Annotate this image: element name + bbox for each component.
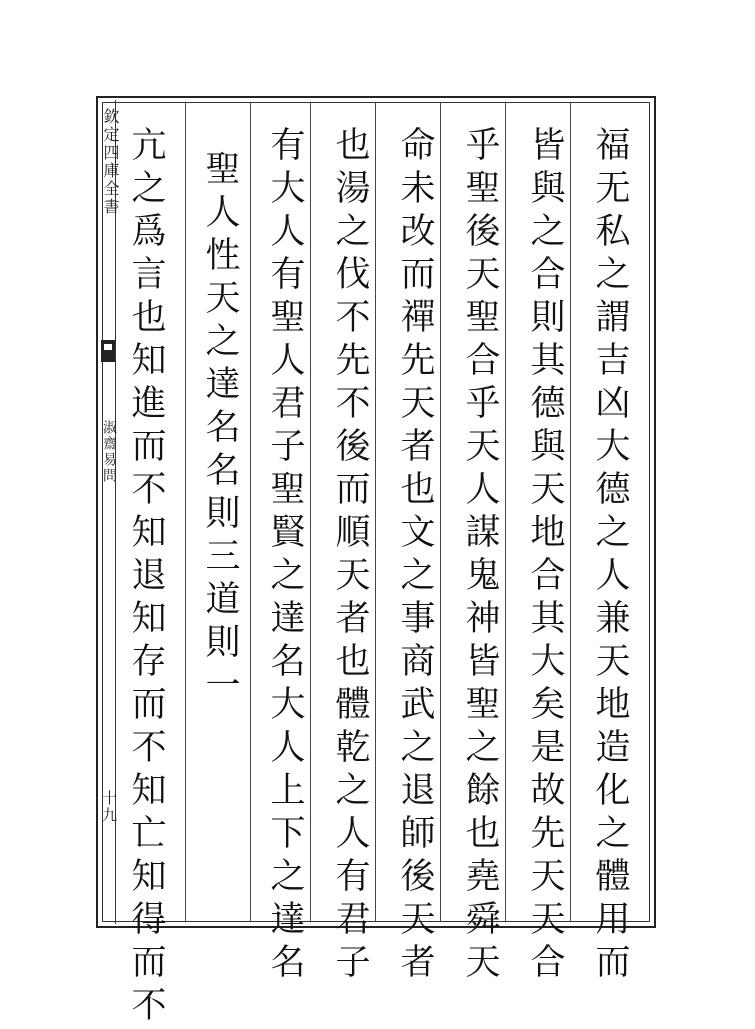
column-rule [440, 102, 441, 922]
page-number: 十九 [100, 790, 118, 824]
column-rule [310, 102, 311, 922]
column-rule [505, 102, 506, 922]
text-column-1: 福无私之謂吉凶大德之人兼天地造化之體用而 [590, 126, 630, 986]
text-column-5: 也湯之伐不先不後而順天者也體乾之人有君子 [330, 126, 370, 986]
text-column-7: 聖人性天之達名名則三道則一 [200, 150, 240, 709]
text-column-8: 亢之爲言也知進而不知退知存而不知亡知得而不 [126, 126, 166, 1029]
column-rule [185, 102, 186, 922]
page-frame [96, 96, 656, 928]
column-rule [570, 102, 571, 922]
text-column-2: 皆與之合則其德與天地合其大矣是故先天天合 [525, 126, 565, 986]
margin-subtitle: 淑齋易問 [101, 420, 117, 484]
column-rule [250, 102, 251, 922]
margin-title: 欽定四庫全書 [101, 108, 120, 216]
text-column-4: 命未改而禪先天者也文之事商武之退師後天者 [395, 126, 435, 986]
column-rule [375, 102, 376, 922]
text-column-3: 乎聖後天聖合乎天人謀鬼神皆聖之餘也堯舜天 [460, 126, 500, 986]
fish-tail-mark [101, 340, 115, 362]
text-column-6: 有大人有聖人君子聖賢之達名大人上下之達名 [265, 126, 305, 986]
